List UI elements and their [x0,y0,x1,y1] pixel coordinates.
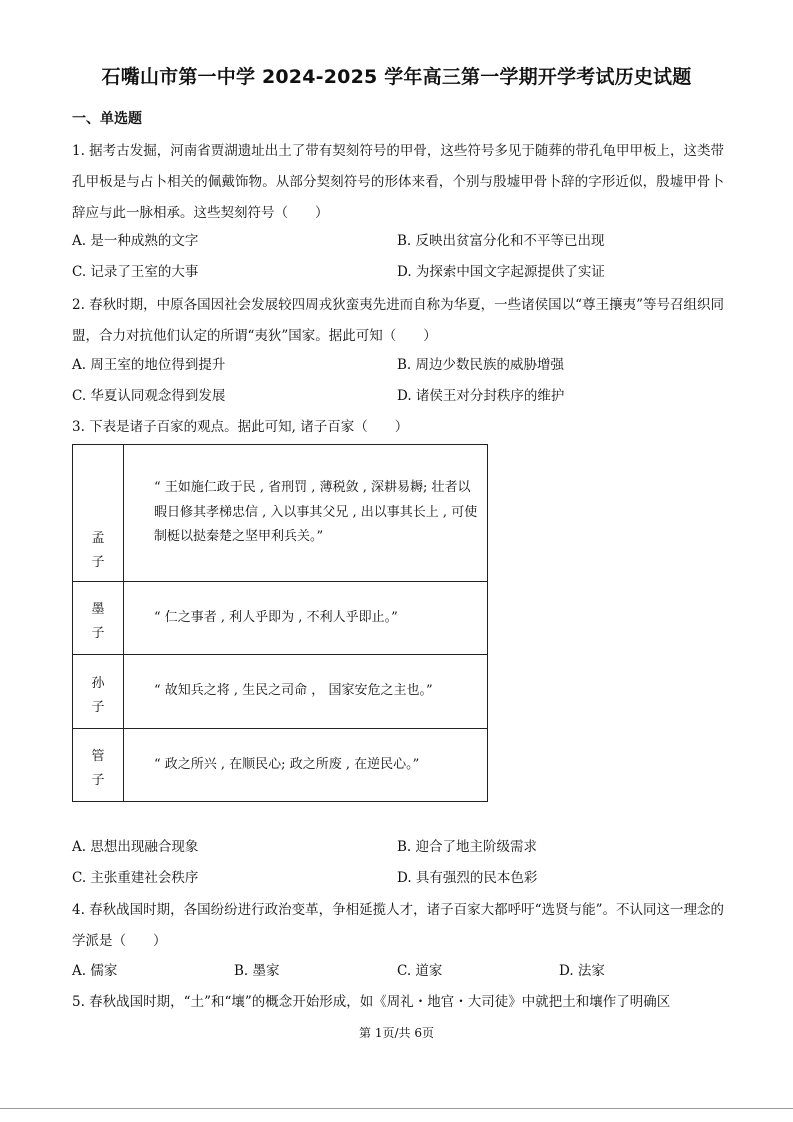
q1-option-a[interactable]: A. 是一种成熟的文字 [72,233,199,249]
school-quote: “ 故知兵之将 , 生民之司命 ， 国家安危之主也。” [124,655,488,729]
q3-option-c[interactable]: C. 主张重建社会秩序 [72,870,199,886]
section-heading: 一、单选题 [72,111,142,127]
page-title: 石嘴山市第一中学 2024-2025 学年高三第一学期开学考试历史试题 [101,66,692,88]
table-row [73,582,488,655]
page-divider [0,1108,793,1109]
question-4-stem: 4. 春秋战国时期，各国纷纷进行政治变革，争相延揽人才，诸子百家大都呼吁“选贤与能”。不认同这一理念的学派是（ ） [72,902,724,949]
viewpoints-table [72,444,488,802]
q1-option-b[interactable]: B. 反映出贫富分化和不平等已出现 [397,233,605,249]
school-quote: “ 政之所兴 , 在顺民心; 政之所废 , 在逆民心。” [124,729,488,802]
q4-option-d[interactable]: D. 法家 [559,963,605,979]
q4-option-a[interactable]: A. 儒家 [72,963,118,979]
school-name: 墨子 [91,602,105,641]
school-quote: “ 仁之事者 , 利人乎即为 , 不利人乎即止。” [124,582,488,655]
table-row [73,729,488,802]
q2-option-b[interactable]: B. 周边少数民族的威胁增强 [397,357,565,373]
school-name: 孟子 [91,531,105,570]
q2-option-c[interactable]: C. 华夏认同观念得到发展 [72,388,226,404]
q3-option-a[interactable]: A. 思想出现融合现象 [72,839,199,855]
q1-option-c[interactable]: C. 记录了王室的大事 [72,264,199,280]
table-row [73,655,488,729]
q3-option-d[interactable]: D. 具有强烈的民本色彩 [397,870,538,886]
q2-option-d[interactable]: D. 诸侯王对分封秩序的维护 [397,388,565,404]
school-name: 孙子 [91,676,105,715]
page-footer: 第 1页/共 6页 [359,1026,434,1040]
q2-option-a[interactable]: A. 周王室的地位得到提升 [72,357,226,373]
q4-option-b[interactable]: B. 墨家 [234,963,280,979]
question-3-stem: 3. 下表是诸子百家的观点。据此可知, 诸子百家（ ） [72,419,409,435]
table-row [73,445,488,582]
q4-option-c[interactable]: C. 道家 [397,963,443,979]
q1-option-d[interactable]: D. 为探索中国文字起源提供了实证 [397,264,605,280]
school-name: 管子 [91,749,105,788]
question-5-stem: 5. 春秋战国时期，“土”和“壤”的概念开始形成，如《周礼・地官・大司徒》中就把土和壤作了明确区 [72,994,671,1010]
question-2-stem: 2. 春秋时期，中原各国因社会发展较四周戎狄蛮夷先进而自称为华夏，一些诸侯国以“尊王攘夷”等号召组织同盟，合力对抗他们认定的所谓“夷狄”国家。据此可知（ ） [72,297,724,344]
school-quote: “ 王如施仁政于民 , 省刑罚 , 薄税敛 , 深耕易耨; 壮者以暇日修其孝梯忠信 , 入以事其父兄 , 出以事其长上 , 可使制梃以挞秦楚之坚甲利兵关。” [124,445,488,582]
q3-option-b[interactable]: B. 迎合了地主阶级需求 [397,839,538,855]
question-1-stem: 1. 据考古发掘，河南省贾湖遗址出土了带有契刻符号的甲骨，这些符号多见于随葬的带孔龟甲甲板上，这类带孔甲板是与占卜相关的佩戴饰物。从部分契刻符号的形体来看，个别与殷墟甲骨卜辞的字形近似，殷墟甲骨卜辞应与此一脉相承。这些契刻符号（ ） [72,143,724,221]
